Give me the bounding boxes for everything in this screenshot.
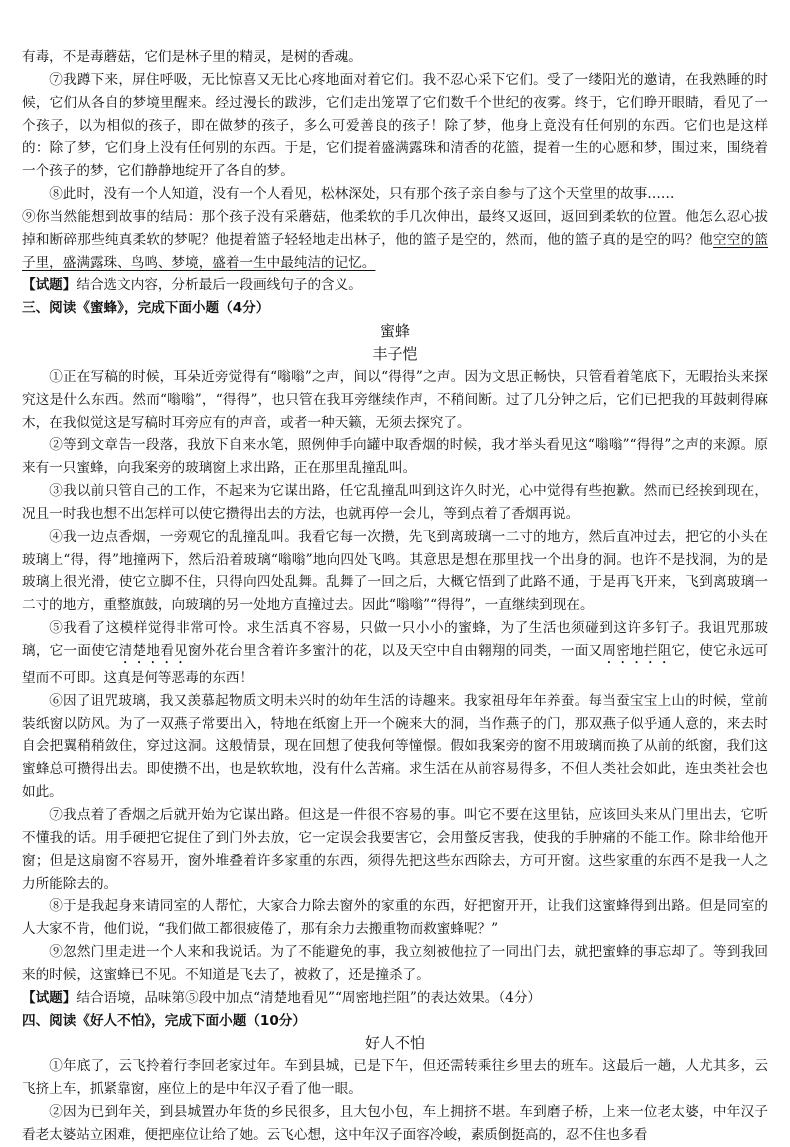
p5-text-b: 窗外花台里含着许多蜜汁的花，以及天空中自由翱翔的同类，一面又 [187,642,603,659]
p9-lead-text: ⑨你当然能想到故事的结局：那个孩子没有采蘑菇，他柔软的手几次伸出，最终又返回，返回到柔软的位置。他怎么忍心拔掉和断碎那些纯真柔软的梦呢？他提着篮子轻轻地走出林子，他的篮子是空的，然而，他的篮子真的是空的吗？他 [22,208,768,248]
question-2 [22,987,768,1010]
paragraph-p8: ⑧此时，没有一个人知道，没有一个人看见，松林深处，只有那个孩子亲自参与了这个天堂里的故事…… [49,186,675,203]
story-paragraph-2: ②因为已到年关，到县城置办年货的乡民很多，且大包小包，车上拥挤不堪。车到磨子桥，上来一位老太婆，中年汉子看老太婆站立困难，便把座位让给了她。云飞心想，这中年汉子面容冷峻，素质倒挺高的，忍不住也多看 [22,1103,768,1143]
story-paragraph-1: ①年底了，云飞拎着行李回老家过年。车到县城，已是下午，但还需转乘往乡里去的班车。这最后一趟，人尤其多，云飞挤上车，抓紧靠窗，座位上的是中年汉子看了他一眼。 [22,1058,768,1098]
bee-paragraph-9: ⑨忽然门里走进一个人来和我说话。为了不能避免的事，我立刻被他拉了一同出门去，就把蜜蜂的事忘却了。等到我回来的时候，这蜜蜂已不见。不知道是飞去了，被救了，还是撞杀了。 [22,944,768,983]
dotted-phrase-1: 清楚地看见 [118,642,188,659]
section-4-heading: 四、阅读《好人不怕》，完成下面小题（10分） [22,1012,306,1029]
bee-paragraph-7: ⑦我点着了香烟之后就开始为它谋出路。但这是一件很不容易的事。叫它不要在这里钻，应该回头来从门里出去，它听不懂我的话。用手硬把它捉住了到门外去放，它一定误会我要害它，会用螫反害我，使我的手肿痛的不能工作。除非给他开窗；但是这扇窗不容易开，窗外堆叠着许多家重的东西，须得先把这些东西除去，方可开窗。这些家重的东西不是我一人之力所能除去的。 [22,807,768,892]
question-tag: 【试题】 [22,989,77,1006]
bee-paragraph-4: ④我一边点香烟，一旁观它的乱撞乱叫。我看它每一次攒，先飞到离玻璃一二寸的地方，然后直冲过去，把它的小头在玻璃上“得，得”地撞两下，然后沿着玻璃“嗡嗡”地向四处飞鸣。其意思是想在那里找一个出身的洞。也许不是找洞，为的是玻璃上很光滑，使它立脚不住，只得向四处乱舞。乱舞了一回之后，大概它悟到了此路不通，于是再飞开来，飞到离玻璃一二寸的地方，重整旗鼓，向玻璃的另一处地方直撞过去。因此“嗡嗡”“得得”，一直继续到现在。 [22,528,768,614]
essay-title-good-man: 好人不怕 [364,1034,425,1053]
bee-paragraph-8: ⑧于是我起身来请同室的人帮忙，大家合力除去窗外的家重的东西，好把窗开开，让我们这蜜蜂得到出路。但是同室的人大家不肯，他们说，“我们做工都很疲倦了，那有余力去搬重物而救蜜蜂呢？” [22,898,768,938]
question-text: 结合语境，品味第⑤段中加点“清楚地看见”“周密地拦阻”的表达效果。（4分） [76,989,542,1006]
essay-title-bee: 蜜蜂 [379,322,410,341]
paragraph-p0: 有毒，不是毒蘑菇，它们是林子里的精灵，是树的香魂。 [22,49,362,65]
p5-text-c: 它，使它永远可望而不可即。这真是何等恶毒的东西！ [22,642,769,686]
bee-paragraph-2: ②等到文章告一段落，我放下自来水笔，照例伸手向罐中取香烟的时候，我才举头看见这“嗡嗡”“得得”之声的来源。原来有一只蜜蜂，向我案旁的玻璃窗上求出路，正在那里乱撞乱叫。 [22,437,768,477]
bee-paragraph-5 [22,617,768,690]
bee-paragraph-1: ①正在写稿的时候，耳朵近旁觉得有“嗡嗡”之声，间以“得得”之声。因为文思正畅快，只管看着笔底下，无暇抬头来探究这是什么东西。然而“嗡嗡”，“得得”，也只管在我耳旁继续作声，不稍间断。过了几分钟之后，它们已把我的耳鼓刺得麻木，在我似觉这是写稿时耳旁应有的声音，或者一种天籁，无须去探究了。 [22,368,768,431]
question-1 [22,274,768,297]
bee-paragraph-3: ③我以前只管自己的工作，不起来为它谋出路，任它乱撞乱叫到这许久时光，心中觉得有些抱歉。然而已经挨到现在，况且一时我也想不出怎样可以使它攒得出去的方法，也就再停一会儿，等到点着了香烟再说。 [22,483,768,522]
underlined-sentence: 空空的篮子里，盛满露珠、鸟鸣、梦境，盛着一生中最纯洁的记忆。 [22,231,769,271]
dotted-phrase-2: 周密地拦阻 [602,642,672,659]
paragraph-p9 [22,206,768,275]
question-tag: 【试题】 [22,277,77,294]
bee-paragraph-6: ⑥因了诅咒玻璃，我又羡慕起物质文明未兴时的幼年生活的诗趣来。我家祖母年年养蚕。每当蚕宝宝上山的时候，堂前装纸窗以防风。为了一双燕子常要出入，特地在纸窗上开一个碗来大的洞，当作燕子的门，那双燕子似乎通人意的，来去时自会把翼稍稍敛住，穿过这洞。这般情景，现在回想了使我何等憧憬。假如我案旁的窗不用玻璃而换了从前的纸窗，我们这蜜蜂总可攒得出去。即使攒不出，也是软软地，没有什么苦痛。求生活在从前容易得多，不但人类社会如此，连虫类社会也如此。 [22,692,768,801]
essay-author: 丰子恺 [372,344,418,363]
question-text: 结合选文内容，分析最后一段画线句子的含义。 [76,277,362,294]
paragraph-p7: ⑦我蹲下来，屏住呼吸，无比惊喜又无比心疼地面对着它们。我不忍心采下它们。受了一缕阳光的邀请，在我熟睡的时候，它们从各自的梦境里醒来。经过漫长的跋涉，它们走出笼罩了它们数千个世纪的夜雾。终于，它们睁开眼睛，看见了一个孩子，以为相似的孩子，即在做梦的孩子，多么可爱善良的孩子！除了梦，他身上竟没有任何别的东西。它们也是这样的：除了梦，它们身上没有任何别的东西。于是，它们提着盛满露珠和清香的花篮，提着一生的心愿和梦，围过来，围绕着一个孩子的梦，它们静静地绽开了各自的梦。 [22,71,768,180]
p5-text-a: ⑤我看了这模样觉得非常可怜。求生活真不容易，只做一只小小的蜜蜂，为了生活也须碰到这许多钉子。我诅咒那玻璃，它一面使它 [22,620,768,659]
section-3-heading: 三、阅读《蜜蜂》，完成下面小题（4分） [22,300,270,317]
